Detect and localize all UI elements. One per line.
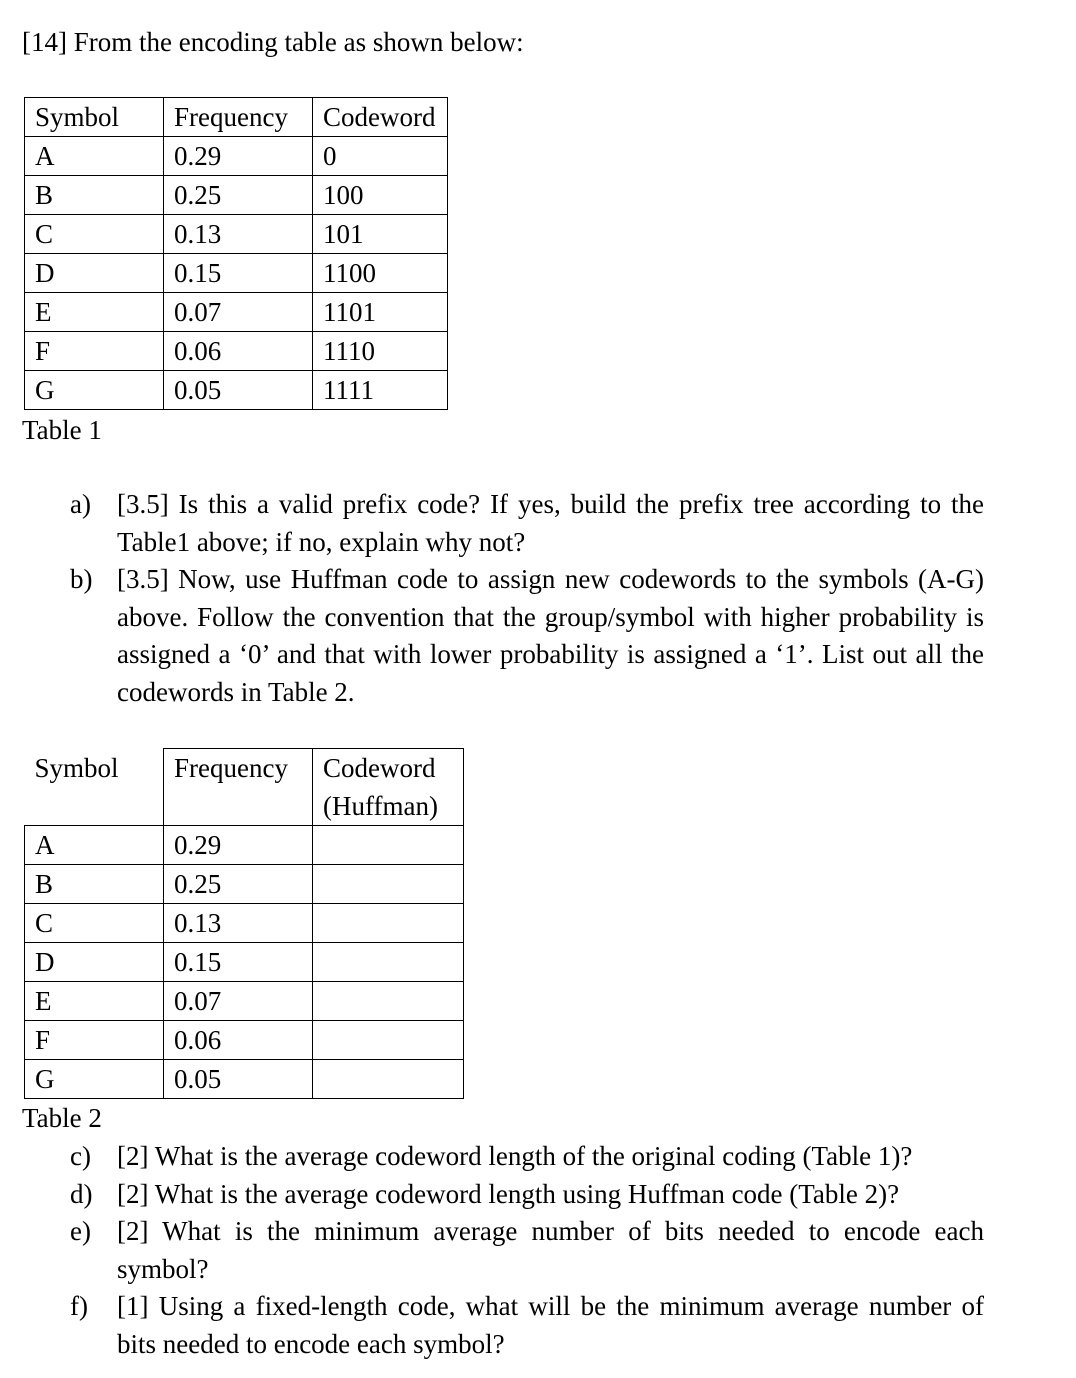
symbol-cell: B	[25, 865, 164, 904]
header-symbol: Symbol	[25, 749, 164, 826]
symbol-cell: D	[25, 943, 164, 982]
table-row	[25, 215, 448, 254]
table-row	[25, 371, 448, 410]
symbol-cell: A	[25, 826, 164, 865]
codeword-cell: 100	[313, 176, 448, 215]
header-symbol: Symbol	[25, 98, 164, 137]
encoding-table-1	[24, 97, 448, 410]
frequency-cell: 0.13	[164, 904, 313, 943]
question-text: [2] What is the average codeword length of the original coding (Table 1)?	[117, 1141, 913, 1171]
symbol-cell: B	[25, 176, 164, 215]
symbol-cell: F	[25, 1021, 164, 1060]
codeword-cell	[313, 865, 464, 904]
question-b	[70, 561, 984, 711]
codeword-cell	[313, 904, 464, 943]
frequency-cell: 0.07	[164, 293, 313, 332]
table-row	[25, 137, 448, 176]
symbol-cell: F	[25, 332, 164, 371]
codeword-cell: 101	[313, 215, 448, 254]
question-f	[70, 1288, 984, 1363]
table-row	[25, 176, 448, 215]
table-row	[25, 293, 448, 332]
codeword-cell: 0	[313, 137, 448, 176]
table-2-caption: Table 2	[22, 1103, 102, 1133]
table-header-row	[25, 749, 464, 826]
frequency-cell: 0.25	[164, 176, 313, 215]
frequency-cell: 0.06	[164, 332, 313, 371]
question-c	[70, 1138, 984, 1176]
frequency-cell: 0.15	[164, 254, 313, 293]
question-heading: [14] From the encoding table as shown below:	[22, 27, 524, 57]
frequency-cell: 0.05	[164, 1060, 313, 1099]
question-label: d)	[70, 1178, 93, 1209]
table-1-caption: Table 1	[22, 415, 102, 445]
header-codeword: Codeword	[313, 98, 448, 137]
header-codeword-line1: Codeword	[323, 753, 436, 783]
table-row	[25, 332, 448, 371]
symbol-cell: A	[25, 137, 164, 176]
question-label: b)	[70, 564, 93, 594]
table-row	[25, 943, 464, 982]
symbol-cell: C	[25, 904, 164, 943]
table-row	[25, 826, 464, 865]
questions-a-b	[70, 486, 984, 711]
question-d	[70, 1176, 984, 1214]
table-row	[25, 982, 464, 1021]
codeword-cell	[313, 943, 464, 982]
question-e	[70, 1213, 984, 1288]
table-row	[25, 865, 464, 904]
frequency-cell: 0.29	[164, 826, 313, 865]
header-frequency: Frequency	[164, 98, 313, 137]
question-label: c)	[70, 1141, 91, 1171]
header-codeword-line2: (Huffman)	[323, 791, 438, 821]
symbol-cell: C	[25, 215, 164, 254]
table-row	[25, 254, 448, 293]
questions-c-f	[70, 1138, 984, 1363]
symbol-cell: E	[25, 293, 164, 332]
header-frequency: Frequency	[164, 749, 313, 826]
question-text: [2] What is the average codeword length using Huffman code (Table 2)?	[117, 1178, 900, 1209]
frequency-cell: 0.05	[164, 371, 313, 410]
codeword-cell	[313, 982, 464, 1021]
question-label: e)	[70, 1216, 91, 1246]
huffman-table-2	[24, 748, 464, 1099]
question-text: [3.5] Now, use Huffman code to assign new codewords to the symbols (A-G) above. Follow the convention that the group/symbol with higher probability is assigned a ‘0’ and that with lower probability is assigned a ‘1’. List out all the codewords in Table 2.	[117, 564, 984, 707]
table-header-row	[25, 98, 448, 137]
codeword-cell: 1100	[313, 254, 448, 293]
question-text: [2] What is the minimum average number of bits needed to encode each symbol?	[117, 1216, 984, 1284]
table-row	[25, 1060, 464, 1099]
frequency-cell: 0.06	[164, 1021, 313, 1060]
codeword-cell	[313, 1021, 464, 1060]
question-text: [3.5] Is this a valid prefix code? If yes, build the prefix tree according to the Table1 above; if no, explain why not?	[117, 489, 984, 557]
codeword-cell	[313, 1060, 464, 1099]
symbol-cell: D	[25, 254, 164, 293]
table-row	[25, 1021, 464, 1060]
question-label: a)	[70, 489, 91, 519]
question-a	[70, 486, 984, 561]
codeword-cell: 1110	[313, 332, 448, 371]
codeword-cell: 1101	[313, 293, 448, 332]
codeword-cell	[313, 826, 464, 865]
codeword-cell: 1111	[313, 371, 448, 410]
symbol-cell: G	[25, 1060, 164, 1099]
header-codeword	[313, 749, 464, 826]
symbol-cell: E	[25, 982, 164, 1021]
question-text: [1] Using a fixed-length code, what will be the minimum average number of bits needed to encode each symbol?	[117, 1291, 984, 1359]
frequency-cell: 0.07	[164, 982, 313, 1021]
frequency-cell: 0.25	[164, 865, 313, 904]
table-row	[25, 904, 464, 943]
frequency-cell: 0.15	[164, 943, 313, 982]
frequency-cell: 0.29	[164, 137, 313, 176]
question-label: f)	[70, 1291, 88, 1321]
symbol-cell: G	[25, 371, 164, 410]
frequency-cell: 0.13	[164, 215, 313, 254]
